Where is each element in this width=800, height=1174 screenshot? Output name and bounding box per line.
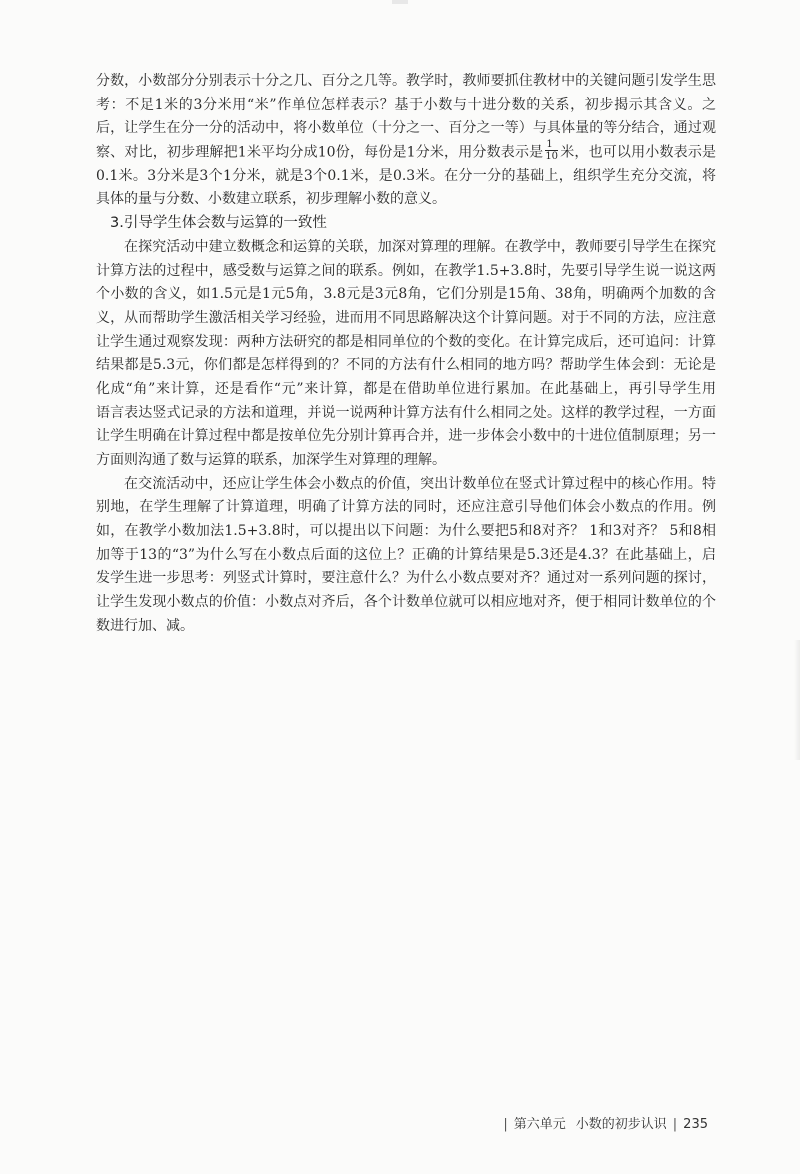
paragraph-number-operation-consistency xyxy=(96,236,716,473)
text-line: 方面则沟通了数与运算的联系，加深学生对算理的理解。 xyxy=(96,452,446,468)
footer-separator: | xyxy=(672,1117,678,1132)
text-line: 结果都是5.3元，你们都是怎样得到的？不同的方法有什么相同的地方吗？帮助学生体会到：无论是 xyxy=(96,357,716,374)
text-line: 发学生进一步思考：列竖式计算时，要注意什么？为什么小数点要对齐？通过对一系列问题的探讨， xyxy=(96,570,716,587)
paragraph-decimal-point-value xyxy=(96,473,716,639)
text-line: 加等于13的“3”为什么写在小数点后面的这位上？正确的计算结果是5.3还是4.3？在此基础上，启 xyxy=(96,546,716,563)
page-number: 235 xyxy=(683,1117,708,1132)
paragraph-decimal-meaning xyxy=(96,70,716,212)
text-line: 义，从而帮助学生激活相关学习经验，进而用不同思路解决这个计算问题。对于不同的方法，应注意 xyxy=(96,309,716,326)
scan-artifact xyxy=(392,0,408,4)
section-heading: 3.引导学生体会数与运算的一致性 xyxy=(110,215,327,232)
text-line: 计算方法的过程中，感受数与运算之间的联系。例如，在教学1.5+3.8时，先要引导学生说一说这两 xyxy=(96,262,716,279)
text-line-with-fraction xyxy=(96,141,716,165)
footer-unit-label: 第六单元 xyxy=(513,1117,566,1132)
text-line: 分数，小数部分分别表示十分之几、百分之几等。教学时，教师要抓住教材中的关键问题引发学生思 xyxy=(96,73,716,89)
text-line: 考：不足1米的3分米用“米”作单位怎样表示？基于小数与十进分数的关系，初步揭示其含义。之 xyxy=(96,96,716,113)
text-line: 具体的量与分数、小数建立联系，初步理解小数的意义。 xyxy=(96,191,446,208)
page-body xyxy=(96,70,716,639)
text-segment: 察、对比，初步理解把1米平均分成10份，每份是1分米，用分数表示是 xyxy=(96,144,544,161)
fraction-numerator: 1 xyxy=(545,139,558,151)
text-line: 语言表达竖式记录的方法和道理，并说一说两种计算方法有什么相同之处。这样的教学过程，一方面 xyxy=(96,404,716,421)
fraction-one-tenth xyxy=(545,139,558,162)
footer-unit-title: 小数的初步认识 xyxy=(575,1117,667,1132)
text-line: 让学生通过观察发现：两种方法研究的都是相同单位的个数的变化。在计算完成后，还可追问：计算 xyxy=(96,333,716,350)
fraction-denominator: 10 xyxy=(545,151,559,163)
text-line: 在探究活动中建立数概念和运算的关联，加深对算理的理解。在教学中，教师要引导学生在探究 xyxy=(124,238,716,255)
text-line: 0.1米。3分米是3个1分米，就是3个0.1米，是0.3米。在分一分的基础上，组织学生充分交流，将 xyxy=(96,167,716,184)
text-line: 如，在教学小数加法1.5+3.8时，可以提出以下问题：为什么要把5和8对齐？ 1和3对齐？ 5和8相 xyxy=(96,523,716,540)
text-line: 让学生明确在计算过程中都是按单位先分别计算再合并，进一步体会小数中的十进位值制原理；另一 xyxy=(96,428,716,445)
text-segment: 米，也可以用小数表示是 xyxy=(560,144,716,161)
page-edge-shadow xyxy=(794,640,800,760)
text-line: 让学生发现小数点的价值：小数点对齐后，各个计数单位就可以相应地对齐，便于相同计数单位的个 xyxy=(96,594,716,611)
text-line: 后，让学生在分一分的活动中，将小数单位（十分之一、百分之一等）与具体量的等分结合，通过观 xyxy=(96,120,716,137)
text-line: 化成“角”来计算，还是看作“元”来计算，都是在借助单位进行累加。在此基础上，再引导学生用 xyxy=(96,380,716,397)
text-line: 在交流活动中，还应让学生体会小数点的价值，突出计数单位在竖式计算过程中的核心作用。特 xyxy=(124,475,716,492)
text-line: 个小数的含义，如1.5元是1元5角，3.8元是3元8角，它们分别是15角、38角，明确两个加数的含 xyxy=(96,286,716,303)
text-line: 数进行加、减。 xyxy=(96,617,194,634)
page-footer xyxy=(497,1113,708,1132)
text-line: 别地，在学生理解了计算道理，明确了计算方法的同时，还应注意引导他们体会小数点的作用。例 xyxy=(96,499,716,516)
footer-separator: | xyxy=(503,1117,508,1132)
